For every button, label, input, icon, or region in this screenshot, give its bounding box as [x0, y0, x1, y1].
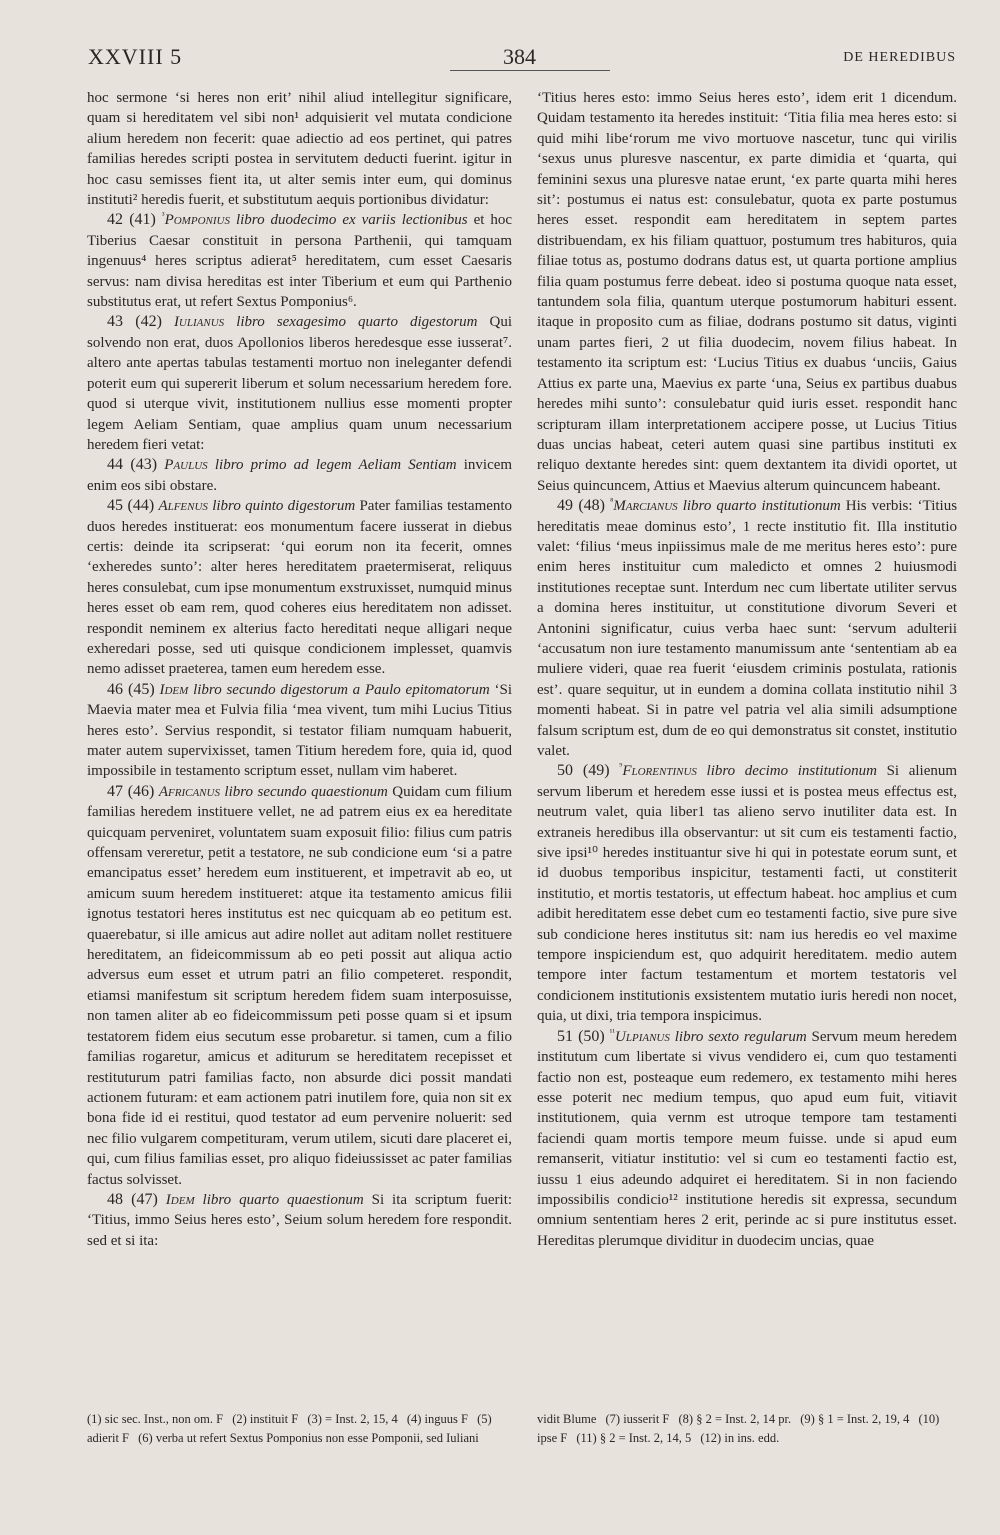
- section-45: [87, 496, 512, 680]
- footnote: (6) verba ut refert Sextus Pomponius non esse Pomponii, sed Iuliani: [138, 1431, 479, 1445]
- section-text: His verbis: ‘Titius hereditatis meae dominus esto’, 1 recte institutio fit. Illa institutio valet: ‘filius ‘meus inpiissimus male de me meritus heres esto’: pure enim heres instituitur cum maledicto et omnes 2 huiusmodi institutiones receptae sunt. Interdum nec cum libertate utiliter servus a domina heres instituitur, ut constitutione divorum Severi et Antonini significatur, cuius verba haec sunt: ‘servum adulterii ‘accusatum non iure testamento manumissum ante ‘sententiam ab ea muliere videri, quae rea fuerit ‘eiusdem criminis postulata, rationis est’. quare sequitur, ut in eundem a domina collata institutio nihil 3 momenti habeat. Si in patre vel patria vel alia simili adsumptione falsum scriptum est, dum de eo qui demonstratus sit constet, institutio valet.: [537, 498, 958, 759]
- section-50: [537, 761, 957, 1026]
- section-48: [87, 1190, 512, 1251]
- section-text: Pater familias testamento duos heredes instituerat: eos monumentum facere iusserat in diebus certis: deinde ita scripserat: ‘qui eorum non ita fecerit, omnes ‘exheredes sunto’: alter heres hereditatem praetermiserat, reliquus heres consulebat, cum ipse monumentum exstruxisset, numquid minus heres esset ob eam rem, quod coheres eius hereditatem non adisset. respondit neminem ex alterius facto hereditati neque alligari neque exheredari posse, sed uti quisque condicionem implesset, quamvis nemo adisset praeterea, tamen eum heredem esse.: [87, 498, 513, 678]
- jurist-name: Alfenus: [158, 498, 208, 515]
- section-text: Quidam cum filium familias heredem instituere vellet, ne ad patrem eius ex ea hereditate quicquam perveniret, voluntatem suam exposuit filio: filius cum patris offensam vereretur, petit a testatore, ne sub condicione eum ‘si a patre emancipatus esset’ heredem eum instituerent, et impetravit ab eo, ut amicum suum heredem institueret: atque ita testamento amicus filii ignotus testatori heres institutus est nec quicquam ab eo petitum est. quaerebatur, si ille amicus aut adire nollet aut aditam nollet restituere hereditatem, an fideicommissum ab eo peti possit aut aliqua actio adversus eum esset et utrum patri an filio competeret. respondit, etiamsi manifestum sit scriptum heredem fidem suam interposuisse, non tamen aliter ab eo fideicommissum peti posse quam si et ipsum testatorem fidem eius secutum esse probaretur. si tamen, cum a filio familias rogaretur, amicus et aditurum se hereditatem recepisset et restituturum patri familias facto, non absurde dici possit mandati actionem futuram: et eam actionem patri inutilem fore, quia non sit ex bona fide id ei restitui, quod testator ad eum pervenire noluerit: sed nec filio vulgarem competituram, verum utilem, sicuti dare placeret ei, qui, cum filius familias esset, pro aliquo fideiussisset ac pater familias factus solvisset.: [87, 783, 513, 1188]
- work-title: libro sexagesimo quarto digestorum: [236, 314, 478, 331]
- footnote: (7) iusserit F: [605, 1412, 670, 1426]
- book-reference: XXVIII 5: [88, 44, 183, 69]
- left-column: [87, 88, 512, 1251]
- footnote-ref: ⁸: [610, 496, 614, 507]
- section-text: et hoc Tiberius Caesar constituit in persona Parthenii, qui tamquam ingenuus⁴ heres scriptus adierat⁵ hereditatem, cum esset Caesaris servus: nam divisa hereditas est inter Tiberium et eum qui Parthenio substitutus erat, ut refert Sextus Pomponius⁶.: [87, 212, 513, 311]
- work-title: libro secundo quaestionum: [224, 783, 388, 800]
- section-number: 46 (45): [107, 680, 155, 698]
- footnotes-right: [537, 1410, 957, 1448]
- paragraph-continuation: ‘Titius heres esto: immo Seius heres esto’, idem erit 1 dicendum. Quidam testamento ita heredes instituit: ‘Titia filia mea heres esto: si quid mihi libe‘rorum me vivo mortuove nascetur, tunc qui virilis ‘sexus unus pluresve nascentur, ex parte dimidia et ‘quarta, qui feminini sexus una pluresve natae erunt, ‘ex parte quarta mihi heres sit’: postumus ei natus est: consulebatur, quota ex parte postumus heres esset. respondit eam hereditatem in septem partes distribuendam, ex his filiam quattuor, postumum tres habituros, quia filiae totus as, postumo dodrans datus est, ut quarta portione amplius filia quam postumus ferre debeat. ideo si postuma quoque nata esset, tantundem sola filia, quantum uterque postumorum habituri essent. itaque in proposito cum as filiae, dodrans postumo sit datus, viginti unam partes fieri, 2 ut filia duodecim, novem filius habeat. In testamento ita scriptum est: ‘Lucius Titius ex duabus ‘unciis, Gaius Attius ex parte una, Maevius ex parte ‘una, Seius ex partibus duabus heredes mihi sunto’: consulebatur quid iuris esset. respondit hanc scripturam illam interpretationem accipere posse, ut Lucius Titius duas uncias habeat, ceteri autem quasi sine partibus instituti ex reliquo dextante heredes sint: quem dextantem ita dividi oportet, ut Seius quincuncem, Attius et Maevius alterum quincuncem habeant.: [537, 90, 957, 494]
- section-49: [537, 496, 957, 761]
- footnote: (12) in ins. edd.: [700, 1431, 780, 1445]
- section-text: Servum meum heredem institutum cum libertate si vivus vendidero ei, cum quo testamenti factio non est, posteaque eum redemero, ex testamento mihi heres esse poterit nec medium tempus, quo apud eum fuit, vitiavit institutionem, quia vernm est utroque tempore tam testamenti faciendi quam mortis tempore meum fuisse. unde si apud eum remanserit, vitiatur institutio: vel si cum eo testamenti factio est, iussu 1 eius adeundo adquiret ei hereditatem. Si in non faciendo impossibilis condicio¹² institutione heredis sit expressa, secundum omnium sententiam heres 2 erit, perinde ac si pure institutus esset. Hereditas plerumque dividitur in duodecim uncias, quae: [537, 1028, 958, 1249]
- right-column: [537, 88, 957, 1251]
- section-47: [87, 782, 512, 1190]
- jurist-name: Idem: [159, 681, 189, 698]
- footnote: (3) = Inst. 2, 15, 4: [307, 1412, 398, 1426]
- section-number: 45 (44): [107, 497, 155, 515]
- jurist-name: Iulianus: [173, 314, 225, 331]
- footnote: (1) sic sec. Inst., non om. F: [87, 1412, 224, 1426]
- jurist-name: Paulus: [164, 457, 208, 474]
- footnote: (8) § 2 = Inst. 2, 14 pr.: [678, 1412, 792, 1426]
- footnote-ref: ¹¹: [609, 1026, 616, 1037]
- section-46: [87, 680, 512, 782]
- section-51: [537, 1027, 957, 1251]
- work-title: libro quinto digestorum: [212, 498, 356, 515]
- section-number: 47 (46): [107, 782, 155, 800]
- work-title: libro duodecimo ex variis lectionibus: [235, 212, 468, 229]
- page-number: 384: [503, 44, 536, 69]
- work-title: libro sexto regularum: [674, 1028, 807, 1045]
- jurist-name: Idem: [165, 1191, 195, 1208]
- section-text: Si ita scriptum fuerit: ‘Titius, immo Seius heres esto’, Seium solum heredem fore respondit. sed et si ita:: [87, 1191, 513, 1249]
- section-43: [87, 312, 512, 455]
- footnote: (9) § 1 = Inst. 2, 19, 4: [800, 1412, 910, 1426]
- footnote: vidit Blume: [537, 1412, 597, 1426]
- footnote-ref: ⁹: [619, 761, 623, 772]
- jurist-name: Florentinus: [622, 763, 697, 780]
- running-title: DE HEREDIBUS: [843, 50, 956, 65]
- section-42: [87, 210, 512, 312]
- section-number: 43 (42): [107, 313, 162, 331]
- section-number: 49 (48): [557, 497, 605, 515]
- section-number: 42 (41): [107, 211, 156, 229]
- work-title: libro quarto institutionum: [682, 498, 841, 515]
- footnote: (11) § 2 = Inst. 2, 14, 5: [576, 1431, 692, 1445]
- jurist-name: Ulpianus: [615, 1028, 670, 1045]
- footnote: (5) adierit F: [87, 1412, 492, 1445]
- header-rule: [450, 70, 610, 71]
- section-44: [87, 455, 512, 496]
- footnote-ref: ³: [161, 210, 165, 221]
- work-title: libro primo ad legem Aeliam Sentiam: [214, 457, 457, 474]
- footnote: (2) instituit F: [232, 1412, 299, 1426]
- jurist-name: Africanus: [158, 783, 220, 800]
- footnotes-left: [87, 1410, 512, 1448]
- section-number: 51 (50): [557, 1027, 605, 1045]
- jurist-name: Pomponius: [164, 212, 230, 229]
- footnote: (10) ipse F: [537, 1412, 940, 1445]
- jurist-name: Marcianus: [613, 498, 678, 515]
- work-title: libro secundo digestorum a Paulo epitomatorum: [193, 681, 490, 698]
- section-number: 48 (47): [107, 1190, 158, 1208]
- paragraph-continuation: hoc sermone ‘si heres non erit’ nihil aliud intellegitur significare, quam si hereditatem vel sibi non¹ adquisierit vel mutata condicione alium heredem non fecerit: quae adiectio ad eos pertinet, qui patres familias heredes scripti postea in servitutem deducti fuerint. igitur in hoc casu semisses fient ita, ut alter semis inter eum, qui dominus instituti² heredis fuerit, et substitutum aequis portionibus dividatur:: [87, 90, 512, 209]
- footnote: (4) inguus F: [406, 1412, 468, 1426]
- work-title: libro quarto quaestionum: [202, 1191, 364, 1208]
- section-text: ‘Si Maevia mater mea et Fulvia filia ‘mea vivent, tum mihi Lucius Titius heres esto’. Servius respondit, si testator filiam numquam habuerit, mater autem supervixisset, tamen Titium heredem fore, quia id, quod impossibile in testamento scriptum esset, nullam vim haberet.: [87, 681, 513, 780]
- section-text: Si alienum servum liberum et heredem esse iussi et is postea meus effectus est, neutrum valet, quia liber1 tas alieno servo inutiliter data est. In extraneis heredibus illa observantur: ut sit cum eis testamenti factio, sive ipsi¹⁰ heredes instituantur sive hi qui in potestate eorum sunt, et id duobus temporibus inspicitur, testamenti facti, ut constiterit institutio, et mortis testatoris, ut effectum habeat. hoc amplius et cum adibit hereditatem esse debet cum eo testamenti factio, sive pure sive sub condicione heres institutus sit: nam ius heredis eo vel maxime tempore inspiciendum est, quo adquirit hereditatem. medio autem tempore inter factum testamentum et mortem testatoris vel condicionem institutionis exsistentem mutatio iuris heredi non nocet, quia, ut dixi, tria tempora inspicimus.: [537, 763, 958, 1025]
- section-number: 50 (49): [557, 762, 610, 780]
- section-number: 44 (43): [107, 456, 158, 474]
- section-text: Qui solvendo non erat, duos Apollonios liberos heredesque esse iusserat⁷. altero ante apertas tabulas testamenti mortuo non ineleganter defendi poterit eum qui supererit liberum et solum necessarium heredem fore. quod si uterque vivit, institutionem nullius esse momenti propter legem Aeliam Sentiam, quae amplius quam unum necessarium heredem fieri vetat:: [87, 314, 513, 453]
- work-title: libro decimo institutionum: [706, 763, 877, 780]
- section-text: invicem enim eos sibi obstare.: [87, 457, 513, 494]
